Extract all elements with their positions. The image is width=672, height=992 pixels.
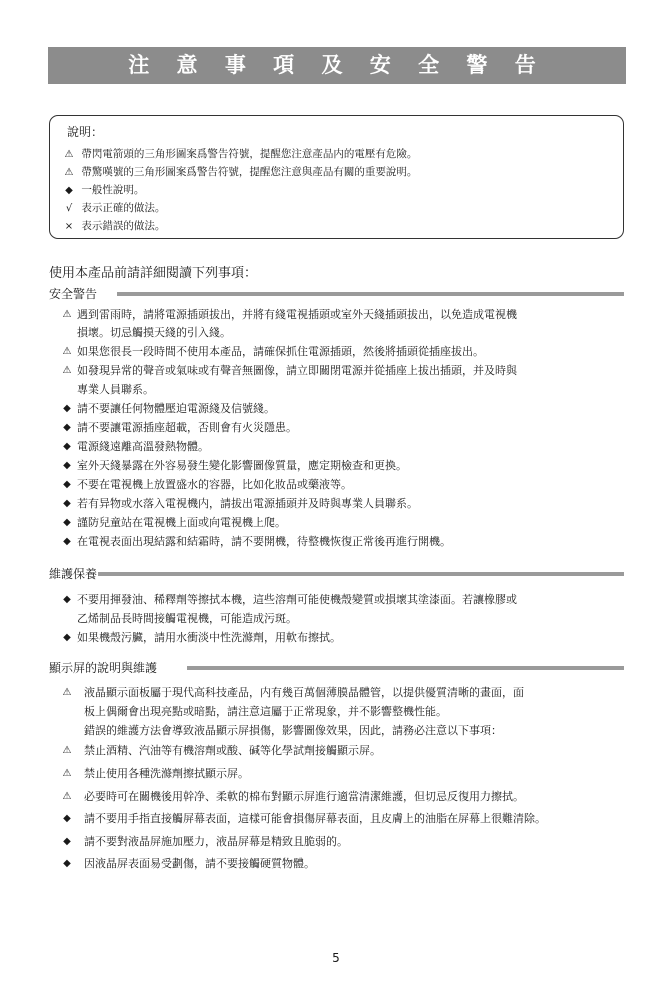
section-title-display: 顯示屏的說明與維護 — [49, 661, 158, 675]
item-text-continued: 錯誤的維護方法會導致液晶顯示屏損傷，影響圖像效果，因此，請務必注意以下事項： — [84, 724, 502, 737]
legend-text: 一般性說明。 — [81, 184, 145, 196]
item-text: 請不要用手指直接觸屏幕表面，這樣可能會損傷屏幕表面，且皮膚上的油脂在屏幕上很難清除。 — [84, 812, 546, 825]
legend-item-exclamation — [60, 164, 417, 179]
diamond-bullet-icon: ◆ — [63, 813, 71, 824]
warning-triangle-icon: ⚠ — [62, 745, 72, 756]
item-text-continued: 損壞。切忌觸摸天綫的引入綫。 — [77, 326, 231, 339]
diamond-bullet-icon: ◆ — [63, 498, 71, 509]
item-text: 室外天綫暴露在外容易發生變化影響圖像質量，應定期檢查和更換。 — [77, 459, 407, 472]
item-text: 如果機殼污臟，請用水衝淡中性洗滌劑，用軟布擦拭。 — [77, 631, 341, 644]
page-number: 5 — [332, 951, 340, 965]
diamond-bullet-icon: ◆ — [63, 403, 71, 414]
warning-triangle-icon: ⚠ — [62, 791, 72, 802]
item-text: 不要在電視機上放置盛水的容器，比如化妝品或藥液等。 — [77, 478, 352, 491]
item-text: 禁止酒精、汽油等有機溶劑或酸、碱等化學試劑接觸顯示屏。 — [84, 744, 381, 757]
intro-heading: 使用本產品前請詳細閱讀下列事項： — [49, 266, 258, 281]
legend-item-lightning — [60, 146, 417, 161]
exclamation-triangle-icon: ⚠ — [64, 167, 74, 178]
legend-item-correct — [60, 200, 165, 215]
warning-triangle-icon: ⚠ — [62, 309, 72, 320]
item-text: 禁止使用各種洗滌劑擦拭顯示屏。 — [84, 767, 249, 780]
diamond-bullet-icon: ◆ — [63, 460, 71, 471]
diamond-bullet-icon: ◆ — [63, 836, 71, 847]
lightning-triangle-icon: ⚠ — [64, 149, 74, 160]
legend-item-general — [60, 182, 144, 197]
warning-triangle-icon: ⚠ — [62, 687, 72, 698]
item-text-continued: 專業人員聯系。 — [77, 383, 154, 396]
diamond-bullet-icon: ◆ — [63, 422, 71, 433]
diamond-bullet-icon: ◆ — [63, 594, 71, 605]
diamond-bullet-icon: ◆ — [63, 517, 71, 528]
check-mark-icon: √ — [65, 203, 73, 214]
legend-text: 表示錯誤的做法。 — [81, 220, 166, 232]
legend-text: 表示正確的做法。 — [81, 202, 166, 214]
warning-triangle-icon: ⚠ — [62, 365, 72, 376]
item-text: 電源綫遠離高溫發熱物體。 — [77, 440, 209, 453]
section-title-safety: 安全警告 — [49, 287, 98, 301]
item-text: 請不要讓任何物體壓迫電源綫及信號綫。 — [77, 402, 275, 415]
legend-text: 帶驚嘆號的三角形圖案爲警告符號，提醒您注意與產品有關的重要說明。 — [81, 166, 418, 178]
item-text: 謹防兒童站在電視機上面或向電視機上爬。 — [77, 516, 286, 529]
legend-text: 帶閃電箭頭的三角形圖案爲警告符號，提醒您注意產品内的電壓有危險。 — [81, 148, 418, 160]
diamond-bullet-icon: ◆ — [63, 536, 71, 547]
diamond-bullet-icon: ◆ — [63, 479, 71, 490]
page-banner-title: 注 意 事 項 及 安 全 警 告 — [48, 47, 626, 84]
diamond-bullet-icon: ◆ — [63, 441, 71, 452]
item-text-continued: 板上偶爾會出現亮點或暗點，請注意這屬于正常現象，并不影響整機性能。 — [84, 705, 447, 718]
legend-box — [49, 115, 624, 239]
legend-title: 說明： — [67, 125, 104, 139]
cross-mark-icon: × — [64, 221, 74, 232]
diamond-bullet-icon: ◆ — [65, 185, 73, 196]
item-text: 液晶顯示面板屬于現代高科技產品，内有幾百萬個薄膜晶體管，以提供優質清晰的畫面，面 — [84, 686, 524, 699]
section-rule — [117, 292, 624, 296]
item-text: 若有异物或水落入電視機内，請拔出電源插頭并及時與專業人員聯系。 — [77, 497, 418, 510]
item-text: 請不要讓電源插座超載，否則會有火災隱患。 — [77, 421, 297, 434]
warning-triangle-icon: ⚠ — [62, 346, 72, 357]
item-text: 在電視表面出現結露和結霜時，請不要開機，待整機恢復正常後再進行開機。 — [77, 535, 451, 548]
section-rule — [187, 666, 624, 670]
section-title-maintenance: 維護保養 — [49, 567, 98, 581]
diamond-bullet-icon: ◆ — [63, 858, 71, 869]
item-text: 如發現异常的聲音或氣味或有聲音無圖像，請立即關閉電源并從插座上拔出插頭，并及時與 — [77, 364, 517, 377]
item-text-continued: 乙烯制品長時間接觸電視機，可能造成污斑。 — [77, 612, 297, 625]
item-text: 如果您很長一段時間不使用本產品，請確保抓住電源插頭，然後將插頭從插座拔出。 — [77, 345, 484, 358]
item-text: 因液晶屏表面易受劃傷，請不要接觸硬質物體。 — [84, 857, 315, 870]
item-text: 請不要對液晶屏施加壓力，液晶屏幕是精致且脆弱的。 — [84, 835, 348, 848]
warning-triangle-icon: ⚠ — [62, 768, 72, 779]
item-text: 遇到雷雨時，請將電源插頭拔出，并將有綫電視插頭或室外天綫插頭拔出，以免造成電視機 — [77, 308, 517, 321]
diamond-bullet-icon: ◆ — [63, 632, 71, 643]
item-text: 必要時可在關機後用幹净、柔軟的棉布對顯示屏進行適當清潔維護，但切忌反復用力擦拭。 — [84, 790, 524, 803]
section-rule — [98, 572, 624, 576]
legend-item-wrong — [60, 218, 165, 233]
item-text: 不要用揮發油、稀釋劑等擦拭本機，這些溶劑可能使機殼變質或損壞其塗漆面。若讓橡膠或 — [77, 593, 517, 606]
